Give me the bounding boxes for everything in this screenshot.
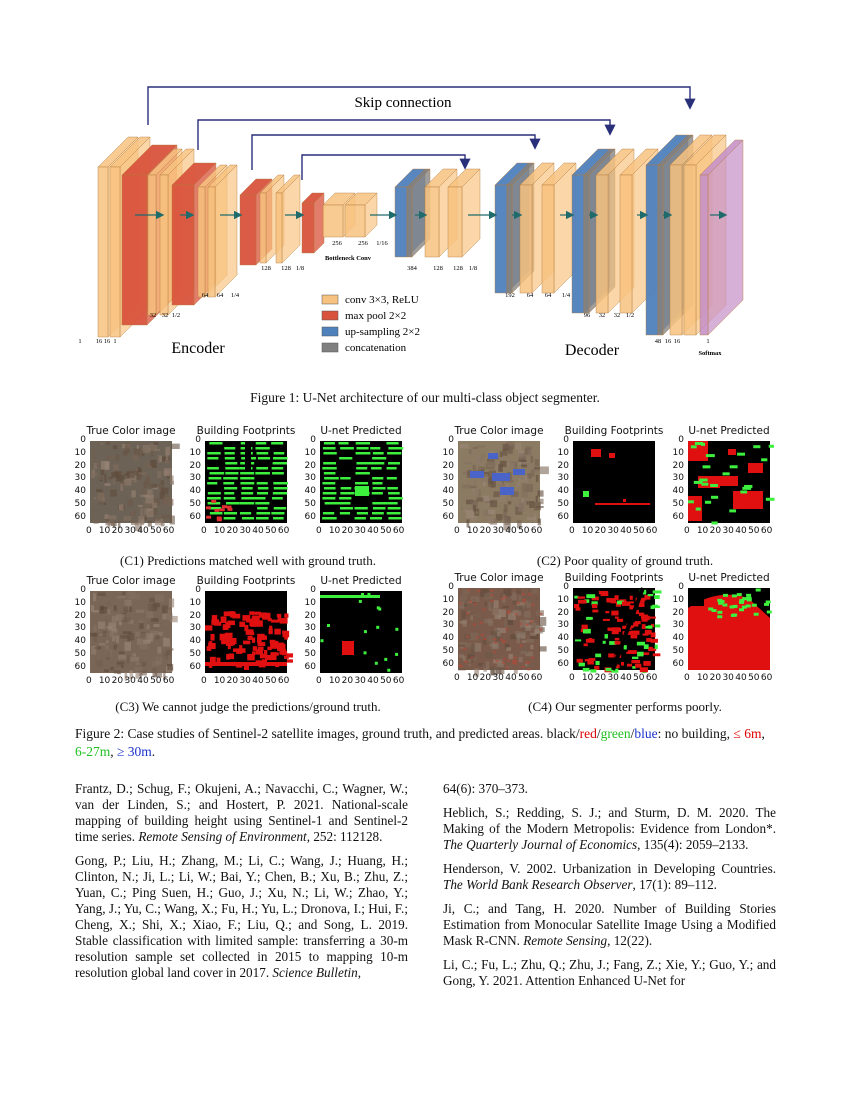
encoder-label: Encoder — [171, 340, 225, 357]
x-tick-label: 60 — [277, 676, 290, 686]
dimension-label: 1/2 — [171, 312, 181, 319]
y-tick-label: 30 — [304, 623, 316, 634]
x-tick-label: 60 — [392, 526, 405, 536]
dimension-label: 256 — [358, 240, 368, 247]
panel-title: U-net Predicted — [688, 425, 770, 437]
x-tick-label: 0 — [569, 673, 575, 683]
x-tick-label: 20 — [594, 673, 607, 683]
y-tick-label: 10 — [74, 597, 86, 608]
dimension-label: 64 — [526, 292, 534, 299]
legend-label: max pool 2×2 — [345, 310, 407, 322]
caption-text: Figure 2: Case studies of Sentinel-2 satellite images, ground truth, and predicted areas. black/ — [75, 726, 580, 741]
x-tick-label: 20 — [226, 526, 239, 536]
subcaption-c4: (C4) Our segmenter performs poorly. — [528, 699, 722, 714]
x-tick-label: 0 — [316, 526, 322, 536]
panel-title: Building Footprints — [196, 425, 296, 437]
x-tick-label: 0 — [86, 676, 92, 686]
y-tick-label: 60 — [74, 511, 86, 522]
y-tick-label: 50 — [442, 646, 454, 657]
y-tick-label: 20 — [74, 610, 86, 621]
x-tick-label: 10 — [581, 526, 594, 536]
dimension-label: 32 — [613, 312, 621, 319]
dimension-label: 16 — [673, 338, 681, 345]
caption-text: , — [761, 726, 765, 741]
y-tick-label: 10 — [304, 597, 316, 608]
y-tick-label: 40 — [189, 636, 201, 647]
caption-text: . — [151, 744, 156, 759]
y-tick-label: 30 — [74, 623, 86, 634]
y-tick-label: 0 — [310, 585, 316, 595]
x-tick-label: 10 — [696, 526, 709, 536]
figure1-caption: Figure 1: U-Net architecture of our multi-class object segmenter. — [250, 390, 600, 405]
reference-entry: Gong, P.; Liu, H.; Zhang, M.; Li, C.; Wang, J.; Huang, H.; Clinton, N.; Ji, L.; Li, W.; Bai, Y.; Chen, B.; Xu, B.; Zhu, Z.; Yuan, C.; Ping Suen, H.; Guo, J.; Xu, N.; Li, W.; Zhao, Y.; Yang, J.; Yu, C.; Wang, X.; Fu, H.; Yu, L.; Dronova, I.; Hui, F.; Cheng, X.; Shi, X.; Xiao, F.; Liu, Q.; and Song, L. 2019. Stable classification with limited sample: transferring a 30-m resolution sample set collected in 2015 to mapping 10-m resolution global land cover in 2017. Science Bulletin, — [75, 853, 408, 980]
caption-slash: / — [596, 726, 601, 741]
dimension-label: 32 — [598, 312, 606, 319]
dimension-label: 1 — [78, 338, 82, 345]
y-tick-label: 50 — [304, 499, 316, 510]
caption-blue: blue — [634, 726, 658, 741]
y-tick-label: 10 — [442, 447, 454, 458]
dimension-label: 128 — [433, 265, 443, 272]
x-tick-label: 50 — [748, 673, 760, 683]
panel-image — [458, 588, 540, 670]
legend-label: up-sampling 2×2 — [345, 326, 420, 338]
x-tick-label: 50 — [380, 526, 392, 536]
x-tick-label: 40 — [620, 673, 632, 683]
caption-le6: ≤ 6m — [733, 726, 762, 741]
dimension-label: 64 — [544, 292, 552, 299]
x-tick-label: 10 — [98, 526, 111, 536]
x-tick-label: 30 — [607, 673, 619, 683]
y-tick-label: 60 — [442, 511, 454, 522]
y-tick-label: 50 — [442, 499, 454, 510]
x-tick-label: 0 — [201, 676, 207, 686]
x-tick-label: 10 — [466, 526, 479, 536]
x-tick-label: 10 — [328, 526, 341, 536]
y-tick-label: 40 — [189, 486, 201, 497]
subcaption-c1: (C1) Predictions matched well with ground truth. — [120, 553, 376, 568]
x-tick-label: 20 — [226, 676, 239, 686]
y-tick-label: 30 — [672, 620, 684, 631]
y-tick-label: 0 — [678, 582, 684, 592]
y-tick-label: 20 — [442, 460, 454, 471]
dimension-label: 1/2 — [625, 312, 635, 319]
panel-image — [688, 588, 770, 670]
y-tick-label: 10 — [557, 594, 569, 605]
dimension-label: 64 — [201, 292, 209, 299]
panel-title: True Color image — [454, 572, 544, 584]
x-tick-label: 60 — [760, 673, 773, 683]
x-tick-label: 10 — [466, 673, 479, 683]
x-tick-label: 10 — [696, 673, 709, 683]
y-tick-label: 30 — [557, 620, 569, 631]
subcaption-c3: (C3) We cannot judge the predictions/ground truth. — [115, 699, 381, 714]
x-tick-label: 60 — [530, 673, 543, 683]
panel-title: True Color image — [86, 425, 176, 437]
y-tick-label: 60 — [74, 661, 86, 672]
panel-image — [205, 591, 287, 673]
x-tick-label: 30 — [492, 526, 504, 536]
reference-entry: Li, C.; Fu, L.; Zhu, Q.; Zhu, J.; Fang, Z.; Xie, Y.; Guo, Y.; and Gong, Y. 2021. Attention Enhanced U-Net for — [443, 957, 776, 988]
x-tick-label: 50 — [265, 676, 277, 686]
y-tick-label: 40 — [557, 486, 569, 497]
panel-image — [320, 591, 402, 673]
softmax-label: Softmax — [698, 350, 722, 357]
caption-slash: / — [630, 726, 635, 741]
x-tick-label: 10 — [213, 526, 226, 536]
y-tick-label: 50 — [189, 499, 201, 510]
figure2-caption — [75, 725, 775, 761]
panel-image — [90, 441, 172, 523]
x-tick-label: 30 — [239, 526, 251, 536]
panel-title: Building Footprints — [564, 425, 664, 437]
dimension-label: 1 — [113, 338, 117, 345]
x-tick-label: 20 — [594, 526, 607, 536]
y-tick-label: 0 — [80, 435, 86, 445]
y-tick-label: 20 — [74, 460, 86, 471]
y-tick-label: 30 — [189, 623, 201, 634]
y-tick-label: 20 — [557, 607, 569, 618]
x-tick-label: 60 — [162, 676, 175, 686]
x-tick-label: 40 — [367, 676, 379, 686]
decoder-conv4b — [448, 169, 480, 257]
dimension-label: 1/8 — [468, 265, 478, 272]
y-tick-label: 0 — [678, 435, 684, 445]
y-tick-label: 30 — [442, 473, 454, 484]
x-tick-label: 0 — [684, 526, 690, 536]
y-tick-label: 50 — [557, 646, 569, 657]
y-tick-label: 0 — [195, 435, 201, 445]
y-tick-label: 20 — [672, 460, 684, 471]
x-tick-label: 40 — [252, 676, 264, 686]
y-tick-label: 60 — [557, 511, 569, 522]
y-tick-label: 40 — [74, 636, 86, 647]
y-tick-label: 60 — [672, 511, 684, 522]
x-tick-label: 60 — [162, 526, 175, 536]
legend-swatch — [322, 295, 338, 304]
x-tick-label: 30 — [722, 526, 734, 536]
dimension-label: 1/4 — [230, 292, 240, 299]
caption-text: : no building, — [657, 726, 734, 741]
y-tick-label: 30 — [557, 473, 569, 484]
reference-entry: Heblich, S.; Redding, S. J.; and Sturm, D. M. 2020. The Making of the Modern Metropolis: Evidence from London*. The Quarterly Journal of Economics, 135(4): 2059–2133. — [443, 805, 776, 852]
y-tick-label: 50 — [672, 646, 684, 657]
y-tick-label: 30 — [442, 620, 454, 631]
caption-red: red — [579, 726, 597, 741]
y-tick-label: 60 — [442, 658, 454, 669]
y-tick-label: 10 — [74, 447, 86, 458]
y-tick-label: 20 — [189, 460, 201, 471]
decoder-conv3b — [542, 163, 576, 293]
y-tick-label: 20 — [672, 607, 684, 618]
x-tick-label: 30 — [124, 676, 136, 686]
panel-image — [458, 441, 540, 523]
y-tick-label: 30 — [672, 473, 684, 484]
encoder-pool4 — [302, 193, 324, 253]
x-tick-label: 40 — [137, 676, 149, 686]
dimension-label: 16 — [103, 338, 111, 345]
panel-image — [90, 591, 172, 673]
reference-entry: 64(6): 370–373. — [443, 781, 528, 796]
x-tick-label: 20 — [479, 673, 492, 683]
y-tick-label: 0 — [563, 435, 569, 445]
dimension-label: 128 — [453, 265, 463, 272]
panel-image — [573, 441, 655, 523]
panel-title: Building Footprints — [564, 572, 664, 584]
y-tick-label: 0 — [310, 435, 316, 445]
x-tick-label: 60 — [392, 676, 405, 686]
y-tick-label: 60 — [304, 661, 316, 672]
dimension-label: 48 — [654, 338, 662, 345]
x-tick-label: 30 — [492, 673, 504, 683]
panel-image — [688, 441, 770, 523]
x-tick-label: 30 — [124, 526, 136, 536]
y-tick-label: 60 — [189, 511, 201, 522]
y-tick-label: 50 — [304, 649, 316, 660]
x-tick-label: 50 — [633, 673, 645, 683]
x-tick-label: 20 — [341, 526, 354, 536]
y-tick-label: 0 — [448, 435, 454, 445]
x-tick-label: 60 — [277, 526, 290, 536]
x-tick-label: 40 — [367, 526, 379, 536]
x-tick-label: 10 — [213, 676, 226, 686]
y-tick-label: 10 — [442, 594, 454, 605]
y-tick-label: 60 — [672, 658, 684, 669]
panel-image — [205, 441, 287, 523]
panel-title: Building Footprints — [196, 575, 296, 587]
x-tick-label: 20 — [709, 526, 722, 536]
x-tick-label: 0 — [684, 673, 690, 683]
x-tick-label: 30 — [607, 526, 619, 536]
legend-label: conv 3×3, ReLU — [345, 294, 419, 306]
y-tick-label: 20 — [304, 460, 316, 471]
x-tick-label: 40 — [505, 673, 517, 683]
dimension-label: 256 — [332, 240, 342, 247]
panel-image — [320, 441, 402, 523]
references-right-column — [443, 781, 776, 997]
y-tick-label: 30 — [74, 473, 86, 484]
dimension-label: 32 — [149, 312, 157, 319]
x-tick-label: 30 — [354, 676, 366, 686]
y-tick-label: 0 — [195, 585, 201, 595]
y-tick-label: 20 — [557, 460, 569, 471]
dimension-label: 32 — [161, 312, 169, 319]
y-tick-label: 40 — [304, 636, 316, 647]
x-tick-label: 50 — [633, 526, 645, 536]
x-tick-label: 40 — [735, 526, 747, 536]
x-tick-label: 10 — [581, 673, 594, 683]
y-tick-label: 50 — [189, 649, 201, 660]
panel-title: U-net Predicted — [688, 572, 770, 584]
references-left-column — [75, 781, 408, 989]
dimension-label: 1/8 — [295, 265, 305, 272]
x-tick-label: 30 — [239, 676, 251, 686]
panel-title: U-net Predicted — [320, 425, 402, 437]
y-tick-label: 20 — [442, 607, 454, 618]
y-tick-label: 60 — [304, 511, 316, 522]
caption-text: , — [110, 744, 117, 759]
unet-architecture-diagram — [80, 75, 780, 375]
y-tick-label: 40 — [74, 486, 86, 497]
x-tick-label: 60 — [760, 526, 773, 536]
dimension-label: 128 — [261, 265, 271, 272]
y-tick-label: 50 — [74, 499, 86, 510]
dimension-label: 16 — [664, 338, 672, 345]
dimension-label: 1/16 — [376, 240, 388, 247]
x-tick-label: 20 — [479, 526, 492, 536]
subcaption-c2: (C2) Poor quality of ground truth. — [536, 553, 714, 568]
y-tick-label: 20 — [304, 610, 316, 621]
panel-title: True Color image — [86, 575, 176, 587]
y-tick-label: 60 — [557, 658, 569, 669]
x-tick-label: 40 — [505, 526, 517, 536]
y-tick-label: 40 — [442, 633, 454, 644]
x-tick-label: 60 — [530, 526, 543, 536]
legend-swatch — [322, 343, 338, 352]
softmax-output — [700, 140, 743, 335]
encoder-conv3b — [208, 165, 237, 297]
skip-connection-label: Skip connection — [354, 95, 452, 111]
legend-swatch — [322, 311, 338, 320]
caption-627: 6-27m — [75, 744, 111, 759]
x-tick-label: 20 — [709, 673, 722, 683]
y-tick-label: 40 — [672, 633, 684, 644]
x-tick-label: 40 — [620, 526, 632, 536]
dimension-label: 96 — [583, 312, 591, 319]
dimension-label: 16 — [95, 338, 103, 345]
x-tick-label: 20 — [111, 526, 124, 536]
x-tick-label: 20 — [111, 676, 124, 686]
x-tick-label: 60 — [645, 673, 658, 683]
x-tick-label: 20 — [341, 676, 354, 686]
y-tick-label: 10 — [672, 594, 684, 605]
dimension-label: 384 — [407, 265, 417, 272]
x-tick-label: 0 — [201, 526, 207, 536]
y-tick-label: 0 — [448, 582, 454, 592]
y-tick-label: 50 — [557, 499, 569, 510]
dimension-label: 64 — [216, 292, 224, 299]
bottleneck-label: Bottleneck Conv — [324, 255, 372, 262]
dimension-label: 1/4 — [561, 292, 571, 299]
x-tick-label: 0 — [86, 526, 92, 536]
x-tick-label: 50 — [150, 526, 162, 536]
y-tick-label: 10 — [189, 597, 201, 608]
y-tick-label: 50 — [74, 649, 86, 660]
reference-entry: Henderson, V. 2002. Urbanization in Developing Countries. The World Bank Research Observer, 17(1): 89–112. — [443, 861, 776, 892]
panel-image — [573, 588, 655, 670]
legend-swatch — [322, 327, 338, 336]
y-tick-label: 20 — [189, 610, 201, 621]
y-tick-label: 60 — [189, 661, 201, 672]
y-tick-label: 50 — [672, 499, 684, 510]
x-tick-label: 30 — [354, 526, 366, 536]
x-tick-label: 0 — [569, 526, 575, 536]
panel-title: True Color image — [454, 425, 544, 437]
x-tick-label: 10 — [98, 676, 111, 686]
dimension-label: 128 — [281, 265, 291, 272]
dimension-label: 1 — [706, 338, 710, 345]
x-tick-label: 0 — [454, 526, 460, 536]
x-tick-label: 10 — [328, 676, 341, 686]
y-tick-label: 0 — [80, 585, 86, 595]
reference-entry: Frantz, D.; Schug, F.; Okujeni, A.; Navacchi, C.; Wagner, W.; van der Linden, S.; and Hostert, P. 2021. National-scale mapping of building height using Sentinel-1 and Sentinel-2 time series. Remote Sensing of Environment, 252: 112128. — [75, 781, 408, 844]
x-tick-label: 40 — [252, 526, 264, 536]
x-tick-label: 40 — [137, 526, 149, 536]
caption-green: green — [600, 726, 631, 741]
y-tick-label: 40 — [442, 486, 454, 497]
reference-entry: Ji, C.; and Tang, H. 2020. Number of Building Stories Estimation from Monocular Satellite Image Using a Modified Mask R-CNN. Remote Sensing, 12(22). — [443, 901, 776, 948]
x-tick-label: 50 — [380, 676, 392, 686]
x-tick-label: 50 — [265, 526, 277, 536]
x-tick-label: 0 — [454, 673, 460, 683]
unet-blocks — [78, 135, 743, 345]
x-tick-label: 50 — [150, 676, 162, 686]
y-tick-label: 10 — [189, 447, 201, 458]
unet-legend — [322, 294, 420, 354]
y-tick-label: 30 — [189, 473, 201, 484]
y-tick-label: 10 — [557, 447, 569, 458]
x-tick-label: 50 — [518, 526, 530, 536]
x-tick-label: 30 — [722, 673, 734, 683]
y-tick-label: 10 — [304, 447, 316, 458]
y-tick-label: 10 — [672, 447, 684, 458]
dimension-label: 192 — [505, 292, 515, 299]
caption-ge30: ≥ 30m — [117, 744, 152, 759]
decoder-label: Decoder — [564, 342, 620, 359]
x-tick-label: 50 — [518, 673, 530, 683]
x-tick-label: 0 — [316, 676, 322, 686]
x-tick-label: 50 — [748, 526, 760, 536]
panel-title: U-net Predicted — [320, 575, 402, 587]
y-tick-label: 40 — [304, 486, 316, 497]
y-tick-label: 0 — [563, 582, 569, 592]
y-tick-label: 40 — [672, 486, 684, 497]
legend-label: concatenation — [345, 342, 407, 354]
y-tick-label: 40 — [557, 633, 569, 644]
x-tick-label: 40 — [735, 673, 747, 683]
y-tick-label: 30 — [304, 473, 316, 484]
x-tick-label: 60 — [645, 526, 658, 536]
